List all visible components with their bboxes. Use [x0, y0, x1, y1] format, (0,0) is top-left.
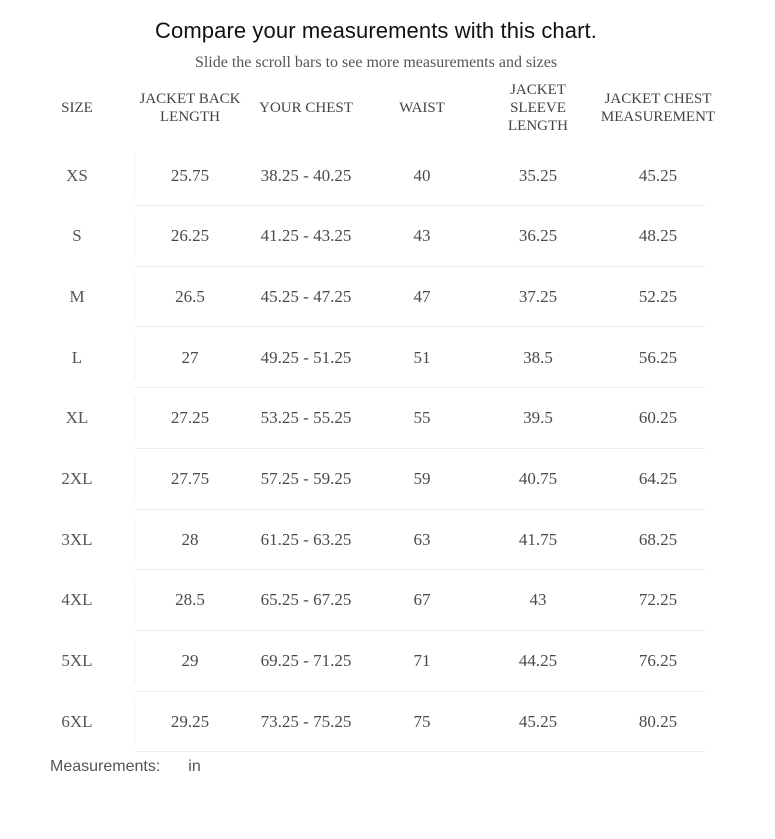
header-size: SIZE	[61, 100, 93, 116]
cell-your-chest: 73.25 - 75.25	[260, 711, 352, 731]
cell-waist: 71	[413, 651, 431, 671]
cell-jacket-chest-measurement: 60.25	[638, 408, 678, 428]
cell-your-chest: 69.25 - 71.25	[260, 651, 352, 671]
column-divider	[134, 578, 135, 623]
cell-waist: 40	[413, 165, 431, 185]
table-row	[0, 691, 775, 752]
cell-your-chest: 41.25 - 43.25	[260, 226, 352, 246]
cell-jacket-chest-measurement: 72.25	[638, 590, 678, 610]
cell-size: M	[69, 286, 85, 306]
cell-your-chest: 65.25 - 67.25	[260, 590, 352, 610]
cell-jacket-sleeve-length: 36.25	[518, 226, 558, 246]
column-divider	[134, 274, 135, 319]
cell-jacket-back-length: 28.5	[175, 590, 205, 610]
cell-jacket-sleeve-length: 41.75	[518, 529, 558, 549]
cell-size: 2XL	[61, 469, 93, 488]
cell-waist: 75	[413, 711, 431, 731]
cell-jacket-chest-measurement: 52.25	[638, 286, 678, 306]
column-divider	[134, 517, 135, 562]
table-row	[0, 266, 775, 327]
cell-jacket-chest-measurement: 68.25	[638, 529, 678, 549]
cell-your-chest: 53.25 - 55.25	[260, 408, 352, 428]
cell-your-chest: 57.25 - 59.25	[260, 469, 352, 488]
header-waist: WAIST	[399, 100, 445, 116]
column-divider	[134, 396, 135, 441]
measurements-label: Measurements:	[50, 758, 161, 775]
column-divider	[134, 639, 135, 684]
cell-waist: 47	[413, 286, 431, 306]
cell-waist: 55	[413, 408, 431, 428]
cell-jacket-chest-measurement: 56.25	[638, 347, 678, 367]
cell-jacket-back-length: 25.75	[170, 165, 210, 185]
cell-jacket-sleeve-length: 43	[529, 590, 547, 610]
table-row	[0, 206, 775, 267]
header-your-chest: YOUR CHEST	[259, 100, 353, 116]
table-row	[0, 327, 775, 388]
cell-your-chest: 38.25 - 40.25	[260, 165, 352, 185]
header-jacket-sleeve-length: JACKET SLEEVE LENGTH	[508, 82, 568, 134]
table-row	[0, 449, 775, 510]
page-title: Compare your measurements with this chart.	[155, 18, 597, 43]
column-divider	[134, 457, 135, 502]
measurement-unit-footer	[50, 758, 201, 776]
cell-jacket-back-length: 29	[181, 651, 199, 671]
cell-waist: 51	[413, 347, 431, 367]
cell-your-chest: 49.25 - 51.25	[260, 347, 352, 367]
cell-jacket-sleeve-length: 37.25	[518, 286, 558, 306]
cell-jacket-sleeve-length: 35.25	[518, 165, 558, 185]
cell-jacket-sleeve-length: 39.5	[523, 408, 553, 428]
cell-waist: 67	[413, 590, 431, 610]
cell-jacket-chest-measurement: 45.25	[638, 165, 678, 185]
cell-size: 5XL	[61, 651, 93, 671]
cell-jacket-back-length: 29.25	[170, 711, 210, 731]
cell-jacket-back-length: 27	[181, 347, 199, 367]
cell-jacket-chest-measurement: 80.25	[638, 711, 678, 731]
cell-size: 3XL	[61, 529, 93, 549]
cell-jacket-chest-measurement: 76.25	[638, 651, 678, 671]
measurement-unit: in	[188, 758, 201, 775]
cell-jacket-sleeve-length: 44.25	[518, 651, 558, 671]
cell-jacket-chest-measurement: 64.25	[638, 469, 678, 488]
cell-jacket-chest-measurement: 48.25	[638, 226, 678, 246]
header-jacket-chest-measurement: JACKET CHEST MEASUREMENT	[600, 91, 716, 125]
cell-waist: 59	[413, 469, 431, 488]
cell-jacket-back-length: 27.75	[170, 469, 210, 488]
column-divider	[134, 214, 135, 259]
cell-waist: 63	[413, 529, 431, 549]
cell-size: 4XL	[61, 590, 93, 610]
table-row	[0, 145, 775, 206]
cell-waist: 43	[413, 226, 431, 246]
cell-size: XL	[65, 408, 89, 428]
cell-jacket-back-length: 26.25	[170, 226, 210, 246]
table-header	[0, 76, 775, 140]
table-row	[0, 570, 775, 631]
cell-jacket-back-length: 28	[181, 529, 199, 549]
cell-size: S	[72, 226, 82, 246]
cell-jacket-sleeve-length: 38.5	[523, 347, 553, 367]
table-row	[0, 509, 775, 570]
cell-jacket-sleeve-length: 40.75	[518, 469, 558, 488]
header-jacket-back-length: JACKET BACK LENGTH	[139, 91, 241, 125]
page-subtitle: Slide the scroll bars to see more measurements and sizes	[194, 54, 558, 71]
table-row	[0, 631, 775, 692]
cell-size: L	[71, 347, 83, 367]
cell-your-chest: 61.25 - 63.25	[260, 529, 352, 549]
column-divider	[134, 699, 135, 744]
cell-size: XS	[66, 165, 88, 185]
cell-jacket-back-length: 27.25	[170, 408, 210, 428]
table-row	[0, 388, 775, 449]
column-divider	[134, 153, 135, 198]
cell-size: 6XL	[61, 711, 93, 731]
cell-jacket-sleeve-length: 45.25	[518, 711, 558, 731]
column-divider	[134, 335, 135, 380]
row-divider	[135, 751, 705, 752]
cell-your-chest: 45.25 - 47.25	[260, 286, 352, 306]
cell-jacket-back-length: 26.5	[175, 286, 205, 306]
